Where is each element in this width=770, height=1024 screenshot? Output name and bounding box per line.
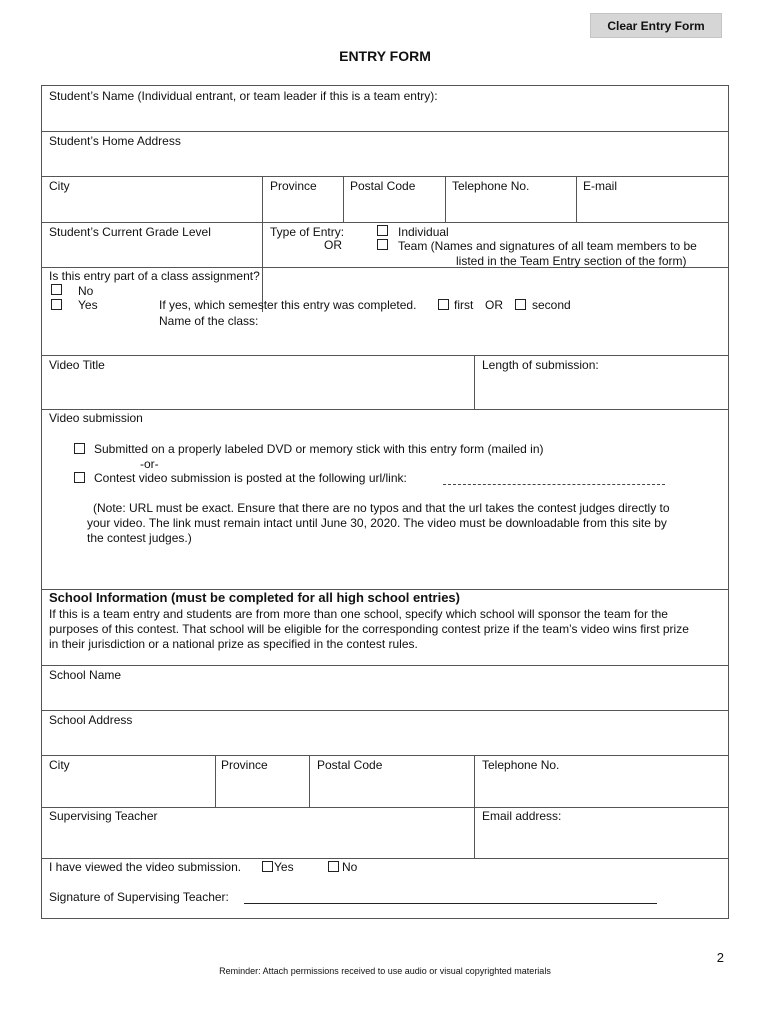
telephone-label: Telephone No. xyxy=(452,179,530,193)
viewed-yes-label: Yes xyxy=(274,860,294,874)
url-note-line-3: the contest judges.) xyxy=(87,531,192,545)
url-input-line[interactable] xyxy=(443,484,665,485)
school-province-label: Province xyxy=(221,758,268,772)
viewed-no-label: No xyxy=(342,860,358,874)
school-desc-line-2: purposes of this contest. That school will be eligible for the corresponding contest prize if the team’s video wins first prize xyxy=(49,622,689,636)
city-label: City xyxy=(49,179,70,193)
school-desc-line-3: in their jurisdiction or a national prize as specified in the contest rules. xyxy=(49,637,418,651)
first-semester-checkbox[interactable] xyxy=(438,299,449,310)
form-title: ENTRY FORM xyxy=(339,48,431,64)
assignment-question: Is this entry part of a class assignment? xyxy=(49,269,260,283)
second-semester-checkbox[interactable] xyxy=(515,299,526,310)
province-label: Province xyxy=(270,179,317,193)
assignment-no-label: No xyxy=(78,284,94,298)
entry-form xyxy=(41,85,729,919)
student-address-label: Student’s Home Address xyxy=(49,134,181,148)
class-name-label: Name of the class: xyxy=(159,314,259,328)
student-name-label: Student’s Name (Individual entrant, or team leader if this is a team entry): xyxy=(49,89,438,103)
url-submission-checkbox[interactable] xyxy=(74,472,85,483)
semester-question: If yes, which semester this entry was completed. xyxy=(159,298,417,312)
school-city-label: City xyxy=(49,758,70,772)
assignment-no-checkbox[interactable] xyxy=(51,284,62,295)
entry-or-label: OR xyxy=(324,238,342,252)
second-semester-label: second xyxy=(532,298,571,312)
assignment-yes-label: Yes xyxy=(78,298,98,312)
viewed-yes-checkbox[interactable] xyxy=(262,861,273,872)
viewed-no-checkbox[interactable] xyxy=(328,861,339,872)
school-address-label: School Address xyxy=(49,713,133,727)
individual-checkbox[interactable] xyxy=(377,225,388,236)
video-title-label: Video Title xyxy=(49,358,105,372)
dvd-submission-checkbox[interactable] xyxy=(74,443,85,454)
teacher-email-label: Email address: xyxy=(482,809,562,823)
clear-entry-form-button[interactable]: Clear Entry Form xyxy=(590,13,722,38)
school-desc-line-1: If this is a team entry and students are from more than one school, specify which school will sponsor the team for the xyxy=(49,607,668,621)
url-submission-label: Contest video submission is posted at the following url/link: xyxy=(94,471,407,485)
video-submission-label: Video submission xyxy=(49,411,143,425)
supervising-teacher-label: Supervising Teacher xyxy=(49,809,158,823)
school-telephone-label: Telephone No. xyxy=(482,758,560,772)
grade-level-label: Student’s Current Grade Level xyxy=(49,225,211,239)
individual-label: Individual xyxy=(398,225,449,239)
team-label: Team (Names and signatures of all team members to be xyxy=(398,239,697,253)
page-number: 2 xyxy=(716,950,724,965)
submission-or-label: -or- xyxy=(140,457,159,471)
team-label-continued: listed in the Team Entry section of the form) xyxy=(456,254,687,268)
first-semester-label: first xyxy=(454,298,474,312)
school-info-heading: School Information (must be completed for all high school entries) xyxy=(49,590,460,605)
semester-or-label: OR xyxy=(485,298,503,312)
assignment-yes-checkbox[interactable] xyxy=(51,299,62,310)
footer-reminder: Reminder: Attach permissions received to use audio or visual copyrighted materials xyxy=(219,966,551,976)
entry-type-label: Type of Entry: xyxy=(270,225,345,239)
url-note-line-2: your video. The link must remain intact until June 30, 2020. The video must be downloadable from this site by xyxy=(87,516,667,530)
url-note-line-1: (Note: URL must be exact. Ensure that there are no typos and that the url takes the contest judges directly to xyxy=(93,501,670,515)
school-postal-code-label: Postal Code xyxy=(317,758,383,772)
school-name-label: School Name xyxy=(49,668,122,682)
viewed-submission-label: I have viewed the video submission. xyxy=(49,860,242,874)
signature-line[interactable] xyxy=(244,903,657,904)
postal-code-label: Postal Code xyxy=(350,179,416,193)
dvd-submission-label: Submitted on a properly labeled DVD or memory stick with this entry form (mailed in) xyxy=(94,442,544,456)
email-label: E-mail xyxy=(583,179,618,193)
team-checkbox[interactable] xyxy=(377,239,388,250)
length-of-submission-label: Length of submission: xyxy=(482,358,599,372)
signature-label: Signature of Supervising Teacher: xyxy=(49,890,229,904)
